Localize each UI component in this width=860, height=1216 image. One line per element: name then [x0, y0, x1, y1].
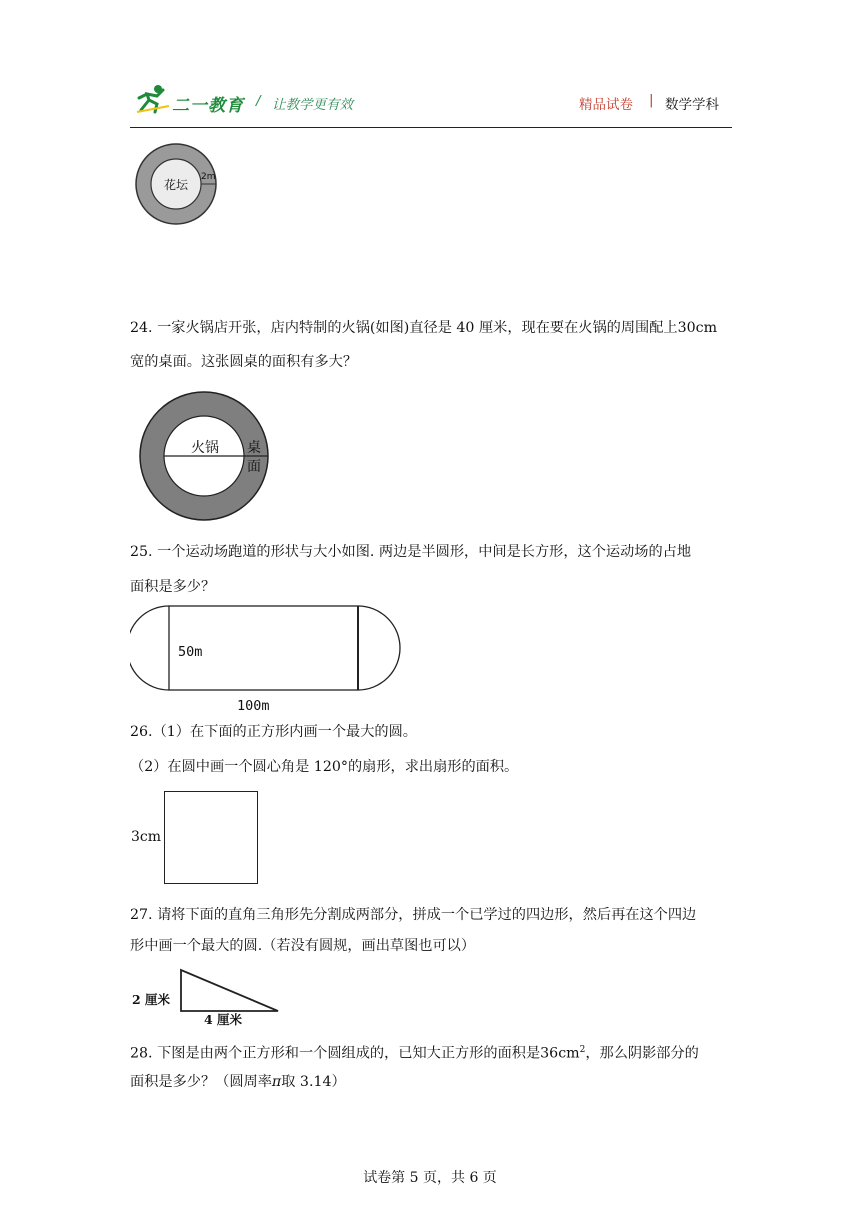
q27-text-line1: 27. 请将下面的直角三角形先分割成两部分，拼成一个已学过的四边形，然后再在这个四边	[130, 907, 697, 923]
triangle-figure	[178, 968, 282, 1014]
flowerbed-width-label: 2m	[201, 172, 216, 182]
tag-separator: |	[649, 92, 654, 108]
logo-text: 二一教育	[172, 96, 244, 116]
q26-text-line1: 26.（1）在下面的正方形内画一个最大的圆。	[130, 724, 417, 740]
tag-quality: 精品试卷	[579, 97, 633, 113]
page-footer: 试卷第 5 页，共 6 页	[363, 1170, 497, 1186]
track-figure	[130, 604, 402, 694]
q28-text-line2	[130, 1072, 346, 1092]
tag-subject: 数学学科	[665, 97, 719, 113]
q28-text-line1	[130, 1040, 699, 1064]
q28-area-sup: 2	[579, 1045, 586, 1055]
q24-text-line2: 宽的桌面。这张圆桌的面积有多大？	[130, 354, 358, 370]
q25-text-line1: 25. 一个运动场跑道的形状与大小如图. 两边是半圆形，中间是长方形，这个运动场的占地	[130, 544, 692, 560]
triangle-base-label: 4 厘米	[204, 1012, 243, 1027]
q27-text-line2: 形中画一个最大的圆.（若没有圆规，画出草图也可以）	[130, 938, 476, 954]
q28-area-value: 36cm	[540, 1045, 580, 1062]
header-rule	[130, 127, 732, 128]
table-label-2: 面	[247, 459, 261, 475]
header-slogan: 让教学更有效	[272, 97, 353, 113]
flowerbed-figure	[134, 142, 218, 226]
q25-text-line2: 面积是多少？	[130, 579, 216, 595]
track-length-label: 100m	[237, 698, 270, 714]
runner-logo-icon	[135, 84, 171, 114]
flowerbed-label: 花坛	[164, 178, 189, 192]
hotpot-label: 火锅	[191, 440, 219, 456]
square-side-label: 3cm	[131, 829, 162, 845]
q28-pi-symbol: π	[271, 1074, 282, 1090]
header-separator: /	[256, 93, 261, 109]
table-label-1: 桌	[247, 440, 261, 456]
q28-text-e: 取 3.14）	[281, 1074, 346, 1090]
q26-text-line2: （2）在圆中画一个圆心角是 120°的扇形，求出扇形的面积。	[130, 759, 519, 775]
q24-text-line1: 24. 一家火锅店开张，店内特制的火锅(如图)直径是 40 厘米，现在要在火锅的周围配上30cm	[130, 320, 718, 336]
q28-text-c: ，那么阴影部分的	[585, 1045, 699, 1062]
q28-text-d: 面积是多少？（圆周率	[130, 1074, 272, 1090]
hotpot-figure	[138, 390, 270, 522]
triangle-height-label: 2 厘米	[132, 992, 171, 1007]
square-figure	[164, 791, 258, 884]
q28-text-a: 28. 下图是由两个正方形和一个圆组成的，已知大正方形的面积是	[130, 1045, 541, 1062]
track-width-label: 50m	[178, 644, 203, 660]
